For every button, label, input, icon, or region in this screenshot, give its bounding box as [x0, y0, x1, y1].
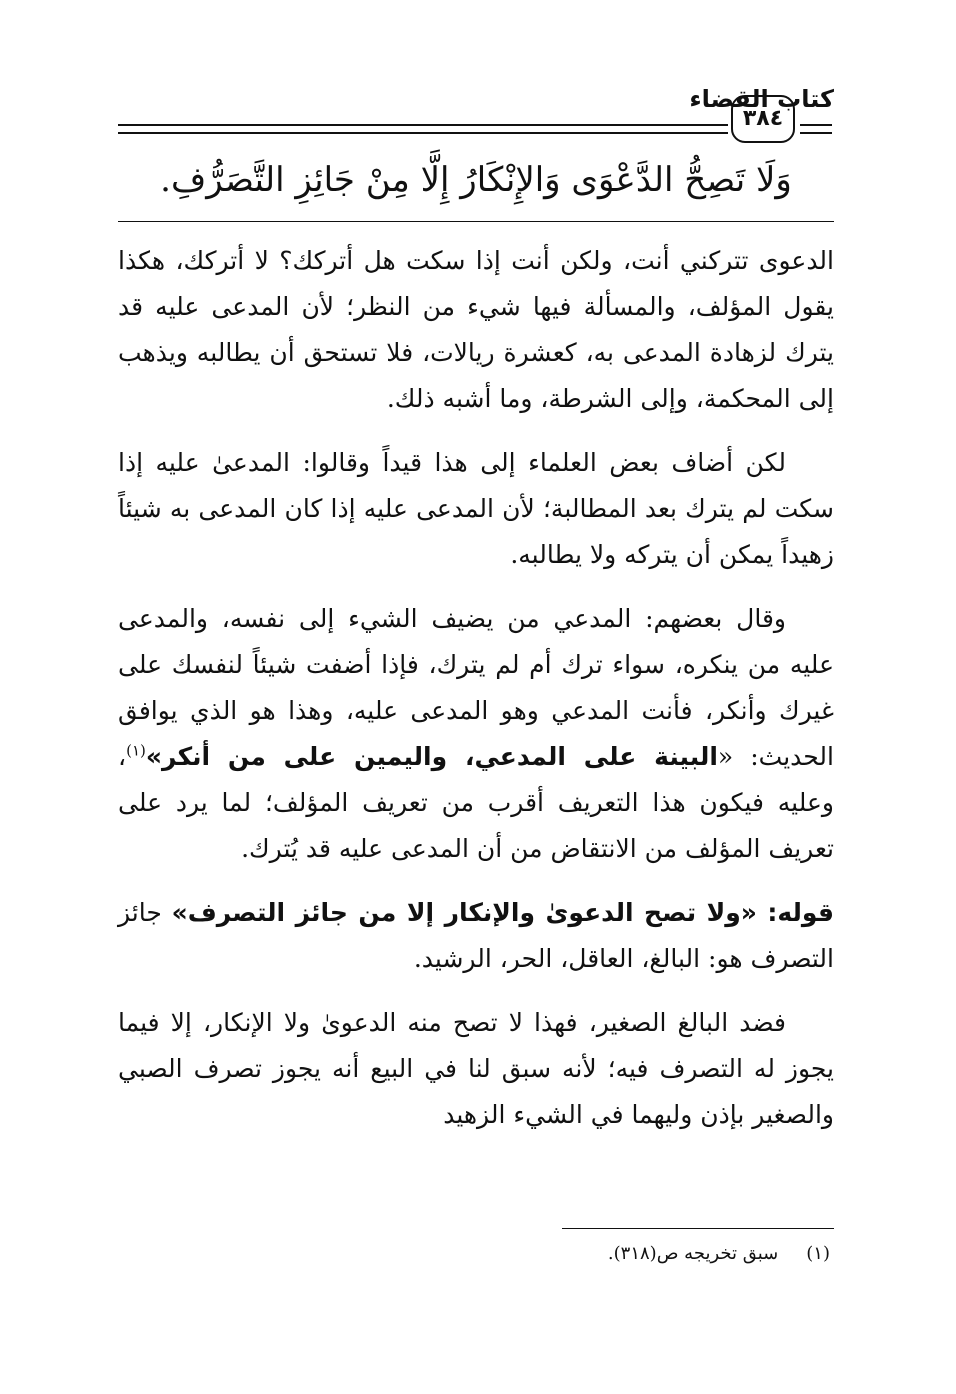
running-header-title: كتاب القضاء	[689, 85, 834, 113]
footnote-separator-rule	[562, 1228, 834, 1229]
paragraph-3-text-after: ، وعليه فيكون هذا التعريف أقرب من تعريف المؤلف؛ لما يرد على تعريف المؤلف من الانتقاض من أن المدعى عليه قد يُترك.	[118, 742, 834, 863]
paragraph-4	[118, 890, 834, 982]
qawluhu-lead: قوله: «ولا تصح الدعوىٰ والإنكار إلا من جائز التصرف»	[171, 898, 834, 927]
header-double-rule	[118, 124, 728, 134]
footnote	[118, 1240, 830, 1268]
paragraph-3-text-before: وقال بعضهم: المدعي من يضيف الشيء إلى نفسه، والمدعى عليه من ينكره، سواء ترك أم لم يترك، فإذا أضفت شيئاً لنفسك على غيرك وأنكر، فأنت المدعي وهو المدعى عليه، وهذا هو الذي يوافق الحديث: «	[118, 604, 834, 771]
paragraph-3	[118, 596, 834, 872]
hadith-quote-close: »	[145, 742, 163, 771]
paragraph-4-text: جائز التصرف هو: البالغ، العاقل، الحر، الرشيد.	[118, 898, 834, 973]
footnote-reference: (١)	[126, 741, 146, 760]
header-double-rule-right	[800, 124, 832, 134]
paragraph-1: الدعوى تتركني أنت، ولكن أنت إذا سكت هل أتركك؟ لا أتركك، هكذا يقول المؤلف، والمسألة فيها شيء من النظر؛ لأن المدعى عليه قد يترك لزهادة المدعى به، كعشرة ريالات، فلا تستحق أن يطالبه ويذهب إلى المحكمة، وإلى الشرطة، وما أشبه ذلك.	[118, 246, 834, 413]
page-number: ٣٨٤	[731, 95, 795, 143]
hadith-quote: البينة على المدعي، واليمين على من أنكر	[162, 742, 718, 771]
paragraph-5: فضد البالغ الصغير، فهذا لا تصح منه الدعوىٰ ولا الإنكار، إلا فيما يجوز له التصرف فيه؛ لأنه سبق لنا في البيع أنه يجوز تصرف الصبي والصغير بإذن وليهما في الشيء الزهيد	[118, 1008, 834, 1129]
paragraph-2: لكن أضاف بعض العلماء إلى هذا قيداً وقالوا: المدعىٰ عليه إذا سكت لم يترك بعد المطالبة؛ لأن المدعى عليه إذا كان المدعى به شيئاً زهيداً يمكن أن يتركه ولا يطالبه.	[118, 448, 834, 569]
footnote-number: (١)	[806, 1243, 830, 1264]
commentary-body	[118, 238, 834, 1156]
matn-text: وَلَا تَصِحُّ الدَّعْوَى وَالإِنْكَارُ إِلَّا مِنْ جَائِزِ التَّصَرُّفِ.	[160, 160, 792, 200]
footnote-text: سبق تخريجه ص(٣١٨).	[607, 1243, 779, 1264]
matn-separator-rule	[118, 221, 834, 222]
